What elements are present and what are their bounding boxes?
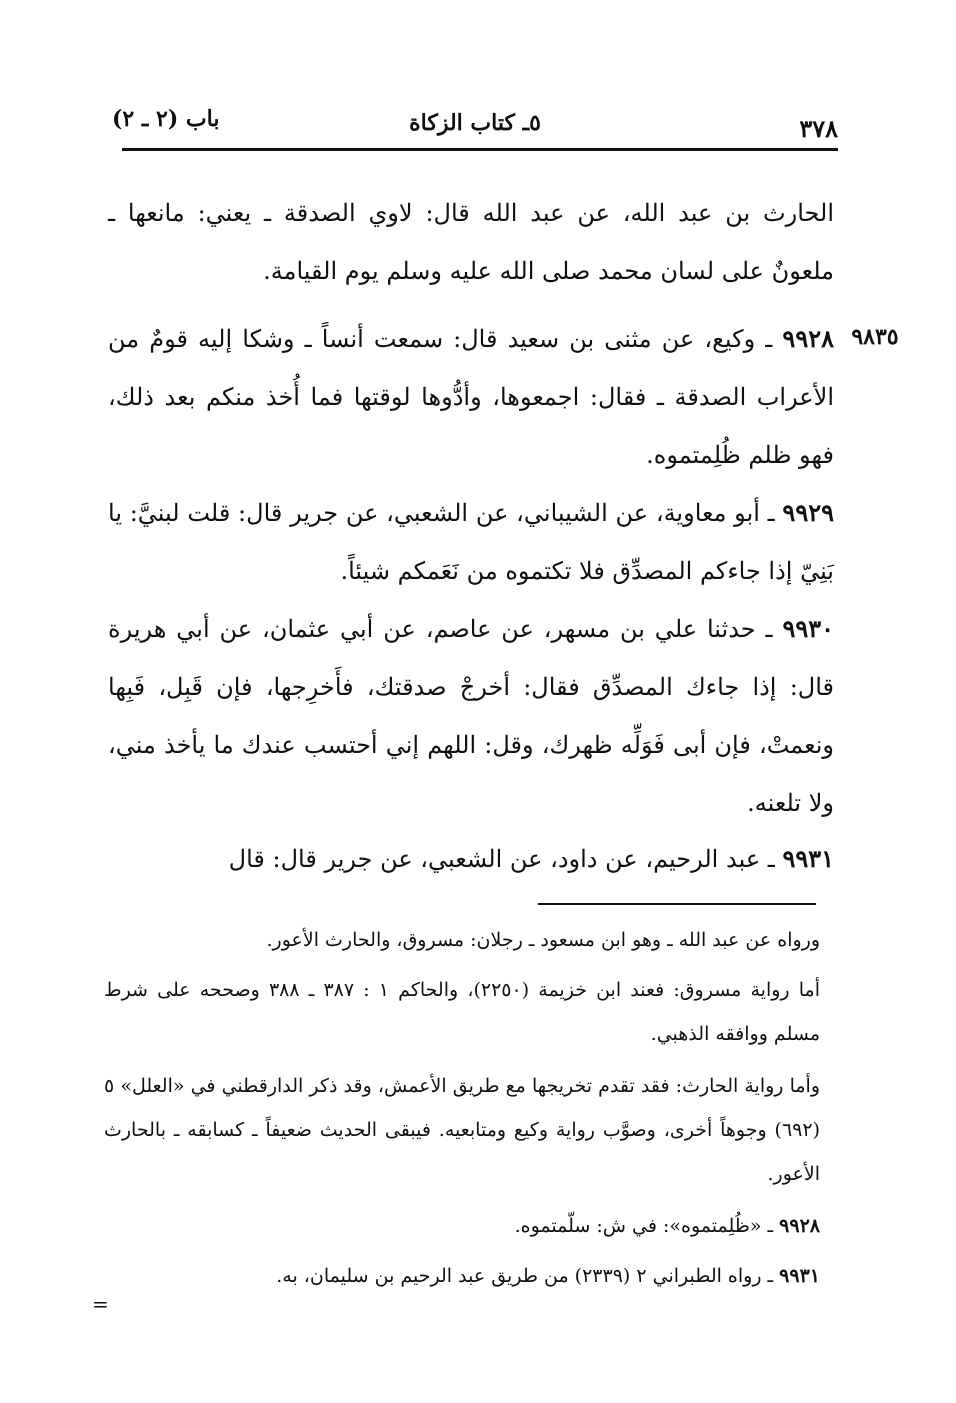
hadith-9929 xyxy=(108,484,834,600)
paragraph-text: الحارث بن عبد الله، عن عبد الله قال: لاوي الصدقة ـ يعني: مانعها ـ ملعونٌ على لسان محمد صلى الله عليه وسلم يوم القيامة. xyxy=(108,199,835,285)
footnote xyxy=(104,968,820,1056)
footnote xyxy=(104,1064,820,1196)
hadith-text: ـ حدثنا علي بن مسهر، عن عاصم، عن أبي عثمان، عن أبي هريرة قال: إذا جاءك المصدِّق فقال: أخرجْ صدقتك، فأَخرِجها، فإن قَبِل، فَبِها ونعمتْ، فإن أبى فَوَلِّه ظهرك، وقل: اللهم إني أحتسب عندك ما يأخذ مني، ولا تلعنه. xyxy=(108,615,834,817)
footnote-number: ٩٩٢٨ xyxy=(779,1215,820,1237)
hadith-text: ـ وكيع، عن مثنى بن سعيد قال: سمعت أنساً ـ وشكا إليه قومٌ من الأعراب الصدقة ـ فقال: اجمعوها، وأدُّوها لوقتها فما أُخذ منكم بعد ذلك، فهو ظلم ظُلِمتموه. xyxy=(108,325,834,469)
header-rule xyxy=(122,148,838,151)
footnote-text: وأما رواية الحارث: فقد تقدم تخريجها مع طريق الأعمش، وقد ذكر الدارقطني في «العلل» ٥ (٦٩٢) وجوهاً أخرى، وصوَّب رواية وكيع ومتابعيه. فيبقى الحديث ضعيفاً ـ كسابقه ـ بالحارث الأعور. xyxy=(104,1075,820,1185)
hadith-text: ـ عبد الرحيم، عن داود، عن الشعبي، عن جرير قال: قال xyxy=(228,845,775,873)
footnote-text: ـ «ظُلِمتموه»: في ش: سلّمتموه. xyxy=(514,1215,774,1237)
book-title: ٥ـ كتاب الزكاة xyxy=(409,110,541,136)
page-number: ٣٧٨ xyxy=(799,114,838,143)
footnote-text: ورواه عن عبد الله ـ وهو ابن مسعود ـ رجلان: مسروق، والحارث الأعور. xyxy=(266,929,820,951)
footnote xyxy=(104,1204,820,1248)
footnote-number: ٩٩٣١ xyxy=(779,1265,820,1287)
footnote xyxy=(104,1254,820,1298)
continuation-mark: = xyxy=(92,1292,109,1316)
footnote xyxy=(104,918,820,962)
paragraph-continuation xyxy=(108,184,834,300)
hadith-9931 xyxy=(108,830,834,888)
hadith-number: ٩٩٣٠ xyxy=(782,614,834,643)
hadith-9928 xyxy=(108,310,834,484)
hadith-9930 xyxy=(108,600,834,832)
margin-hadith-number: ٩٨٣٥ xyxy=(851,324,899,350)
hadith-number: ٩٩٢٩ xyxy=(782,498,834,527)
footnote-text: ـ رواه الطبراني ٢ (٢٣٣٩) من طريق عبد الرحيم بن سليمان، به. xyxy=(276,1265,774,1287)
hadith-number: ٩٩٢٨ xyxy=(782,324,834,353)
chapter-label: باب (٢ ـ ٢) xyxy=(112,106,220,132)
footnote-text: أما رواية مسروق: فعند ابن خزيمة (٢٢٥٠)، والحاكم ١ : ٣٨٧ ـ ٣٨٨ وصححه على شرط مسلم ووافقه الذهبي. xyxy=(104,979,820,1045)
footnote-rule xyxy=(538,903,816,905)
hadith-text: ـ أبو معاوية، عن الشيباني، عن الشعبي، عن جرير قال: قلت لبنيَّ: يا بَنِيّ إذا جاءكم المصدِّق فلا تكتموه من نَعَمكم شيئاً. xyxy=(108,499,834,585)
hadith-number: ٩٩٣١ xyxy=(782,844,834,873)
running-header xyxy=(112,104,838,148)
